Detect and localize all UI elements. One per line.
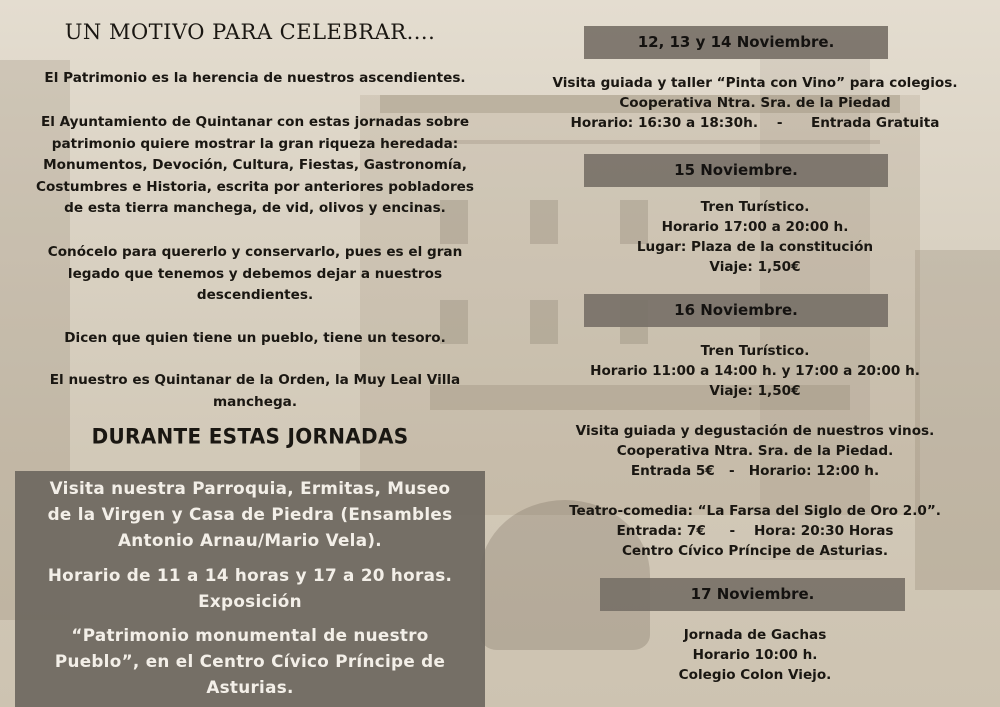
- date-bar-17: 17 Noviembre.: [600, 578, 905, 611]
- event-degustacion: Visita guiada y degustación de nuestros vinos. Cooperativa Ntra. Sra. de la Piedad. Entrada 5€ - Horario: 12:00 h.: [575, 423, 935, 479]
- event-tren-15: Tren Turístico. Horario 17:00 a 20:00 h. Lugar: Plaza de la constitución Viaje: 1,50€: [636, 199, 874, 275]
- page-title: UN MOTIVO PARA CELEBRAR....: [64, 20, 436, 44]
- intro-paragraph: El Patrimonio es la herencia de nuestros ascendientes.: [44, 70, 466, 86]
- durante-heading: DURANTE ESTAS JORNADAS: [91, 423, 409, 449]
- exhibition-text: “Patrimonio monumental de nuestro Pueblo”, en el Centro Cívico Príncipe de Asturias.: [54, 625, 446, 697]
- event-gachas: Jornada de Gachas Horario 10:00 h. Colegio Colon Viejo.: [678, 627, 832, 683]
- tesoro-paragraph: Dicen que quien tiene un pueblo, tiene un tesoro.: [64, 330, 446, 346]
- activities-box: [15, 471, 485, 707]
- conocelo-paragraph: Conócelo para quererlo y conservarlo, pues es el gran legado que tenemos y debemos dejar a nuestros descendientes.: [47, 244, 463, 303]
- event-pinta-con-vino: Visita guiada y taller “Pinta con Vino” para colegios. Cooperativa Ntra. Sra. de la Piedad Horario: 16:30 a 18:30h. - Entrada Gratuita: [552, 75, 958, 131]
- date-bar-12-14: 12, 13 y 14 Noviembre.: [584, 26, 888, 59]
- visit-text: Visita nuestra Parroquia, Ermitas, Museo de la Virgen y Casa de Piedra (Ensambles Antonio Arnau/Mario Vela).: [47, 478, 453, 550]
- quintanar-paragraph: El nuestro es Quintanar de la Orden, la Muy Leal Villa manchega.: [49, 372, 461, 410]
- date-bar-15: 15 Noviembre.: [584, 154, 888, 187]
- date-bar-16: 16 Noviembre.: [584, 294, 888, 327]
- hours-text: Horario de 11 a 14 horas y 17 a 20 horas. Exposición: [47, 565, 453, 611]
- event-tren-16: Tren Turístico. Horario 11:00 a 14:00 h. y 17:00 a 20:00 h. Viaje: 1,50€: [590, 343, 920, 399]
- ayuntamiento-paragraph: El Ayuntamiento de Quintanar con estas jornadas sobre patrimonio quiere mostrar la gran riqueza heredada: Monumentos, Devoción, Cultura, Fiestas, Gastronomía, Costumbres e Historia, escrita por anteriores pobladores de esta tierra manchega, de vid, olivos y encinas.: [36, 114, 474, 216]
- event-teatro: Teatro-comedia: “La Farsa del Siglo de Oro 2.0”. Entrada: 7€ - Hora: 20:30 Horas Centro Cívico Príncipe de Asturias.: [569, 503, 941, 559]
